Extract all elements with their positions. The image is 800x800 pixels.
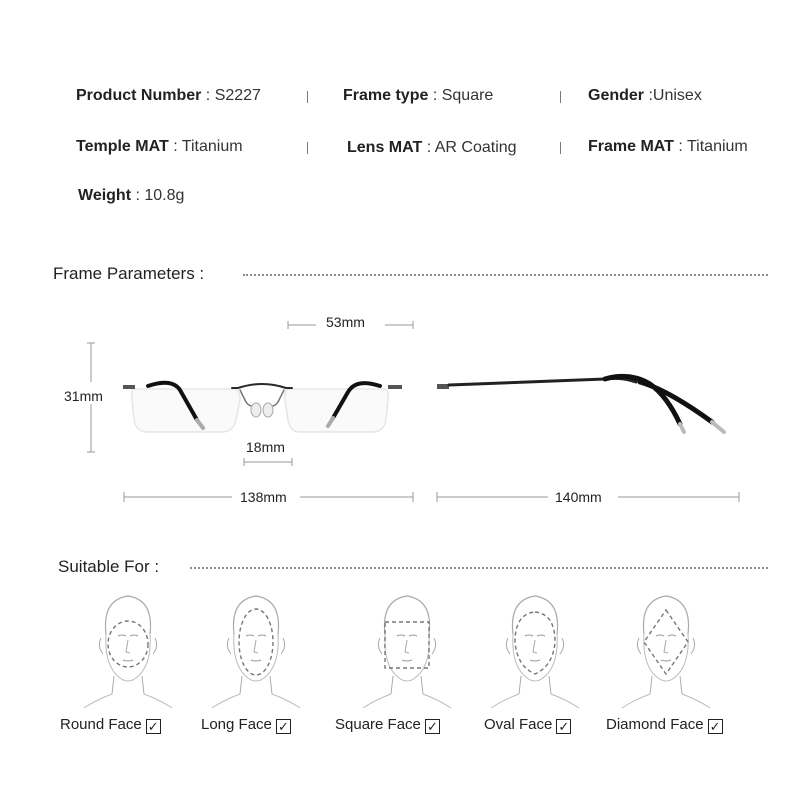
suitable-for-title: Suitable For : xyxy=(58,557,160,576)
face-label-square xyxy=(335,716,440,734)
face-label-text: Round Face xyxy=(60,716,142,733)
face-label-oval xyxy=(484,716,571,734)
spec-separator: : xyxy=(131,187,145,204)
frame-width-label: 138mm xyxy=(240,489,287,505)
check-icon: ✓ xyxy=(708,719,723,734)
temple-length-label: 140mm xyxy=(555,489,602,505)
check-icon: ✓ xyxy=(146,719,161,734)
round-face-icon xyxy=(84,596,172,708)
face-label-long xyxy=(201,716,291,734)
check-icon: ✓ xyxy=(276,719,291,734)
spec-separator: : xyxy=(644,87,653,104)
spec-label: Lens MAT xyxy=(347,139,423,156)
face-label-round xyxy=(60,716,161,734)
check-icon: ✓ xyxy=(425,719,440,734)
face-label-text: Oval Face xyxy=(484,716,553,733)
face-label-diamond xyxy=(606,716,723,734)
spec-label: Frame MAT xyxy=(588,138,674,155)
face-label-text: Long Face xyxy=(201,716,272,733)
face-label-text: Square Face xyxy=(335,716,421,733)
diamond-face-icon xyxy=(622,596,710,708)
lens-width-label: 53mm xyxy=(326,314,365,330)
frame-parameters-title: Frame Parameters : xyxy=(53,264,205,283)
spec-separator: : xyxy=(422,139,435,156)
spec-value: Unisex xyxy=(652,87,702,104)
spec-label: Temple MAT xyxy=(76,138,169,155)
spec-value: Titanium xyxy=(686,138,748,155)
square-face-icon xyxy=(363,596,451,708)
oval-face-icon xyxy=(491,596,579,708)
spec-value: Square xyxy=(441,87,494,104)
face-label-text: Diamond Face xyxy=(606,716,704,733)
spec-separator: : xyxy=(168,138,182,155)
spec-label: Gender xyxy=(588,87,645,104)
spec-value: 10.8g xyxy=(144,187,185,204)
spec-value: AR Coating xyxy=(434,139,517,156)
bridge-width-label: 18mm xyxy=(246,439,285,455)
spec-separator: : xyxy=(201,87,215,104)
spec-value: S2227 xyxy=(214,87,261,104)
spec-label: Frame type xyxy=(343,87,429,104)
check-icon: ✓ xyxy=(556,719,571,734)
long-face-icon xyxy=(212,596,300,708)
spec-value: Titanium xyxy=(181,138,243,155)
spec-separator: : xyxy=(673,138,687,155)
spec-label: Product Number xyxy=(76,87,202,104)
spec-separator: : xyxy=(428,87,442,104)
spec-label: Weight xyxy=(78,187,132,204)
lens-height-label: 31mm xyxy=(64,388,103,404)
